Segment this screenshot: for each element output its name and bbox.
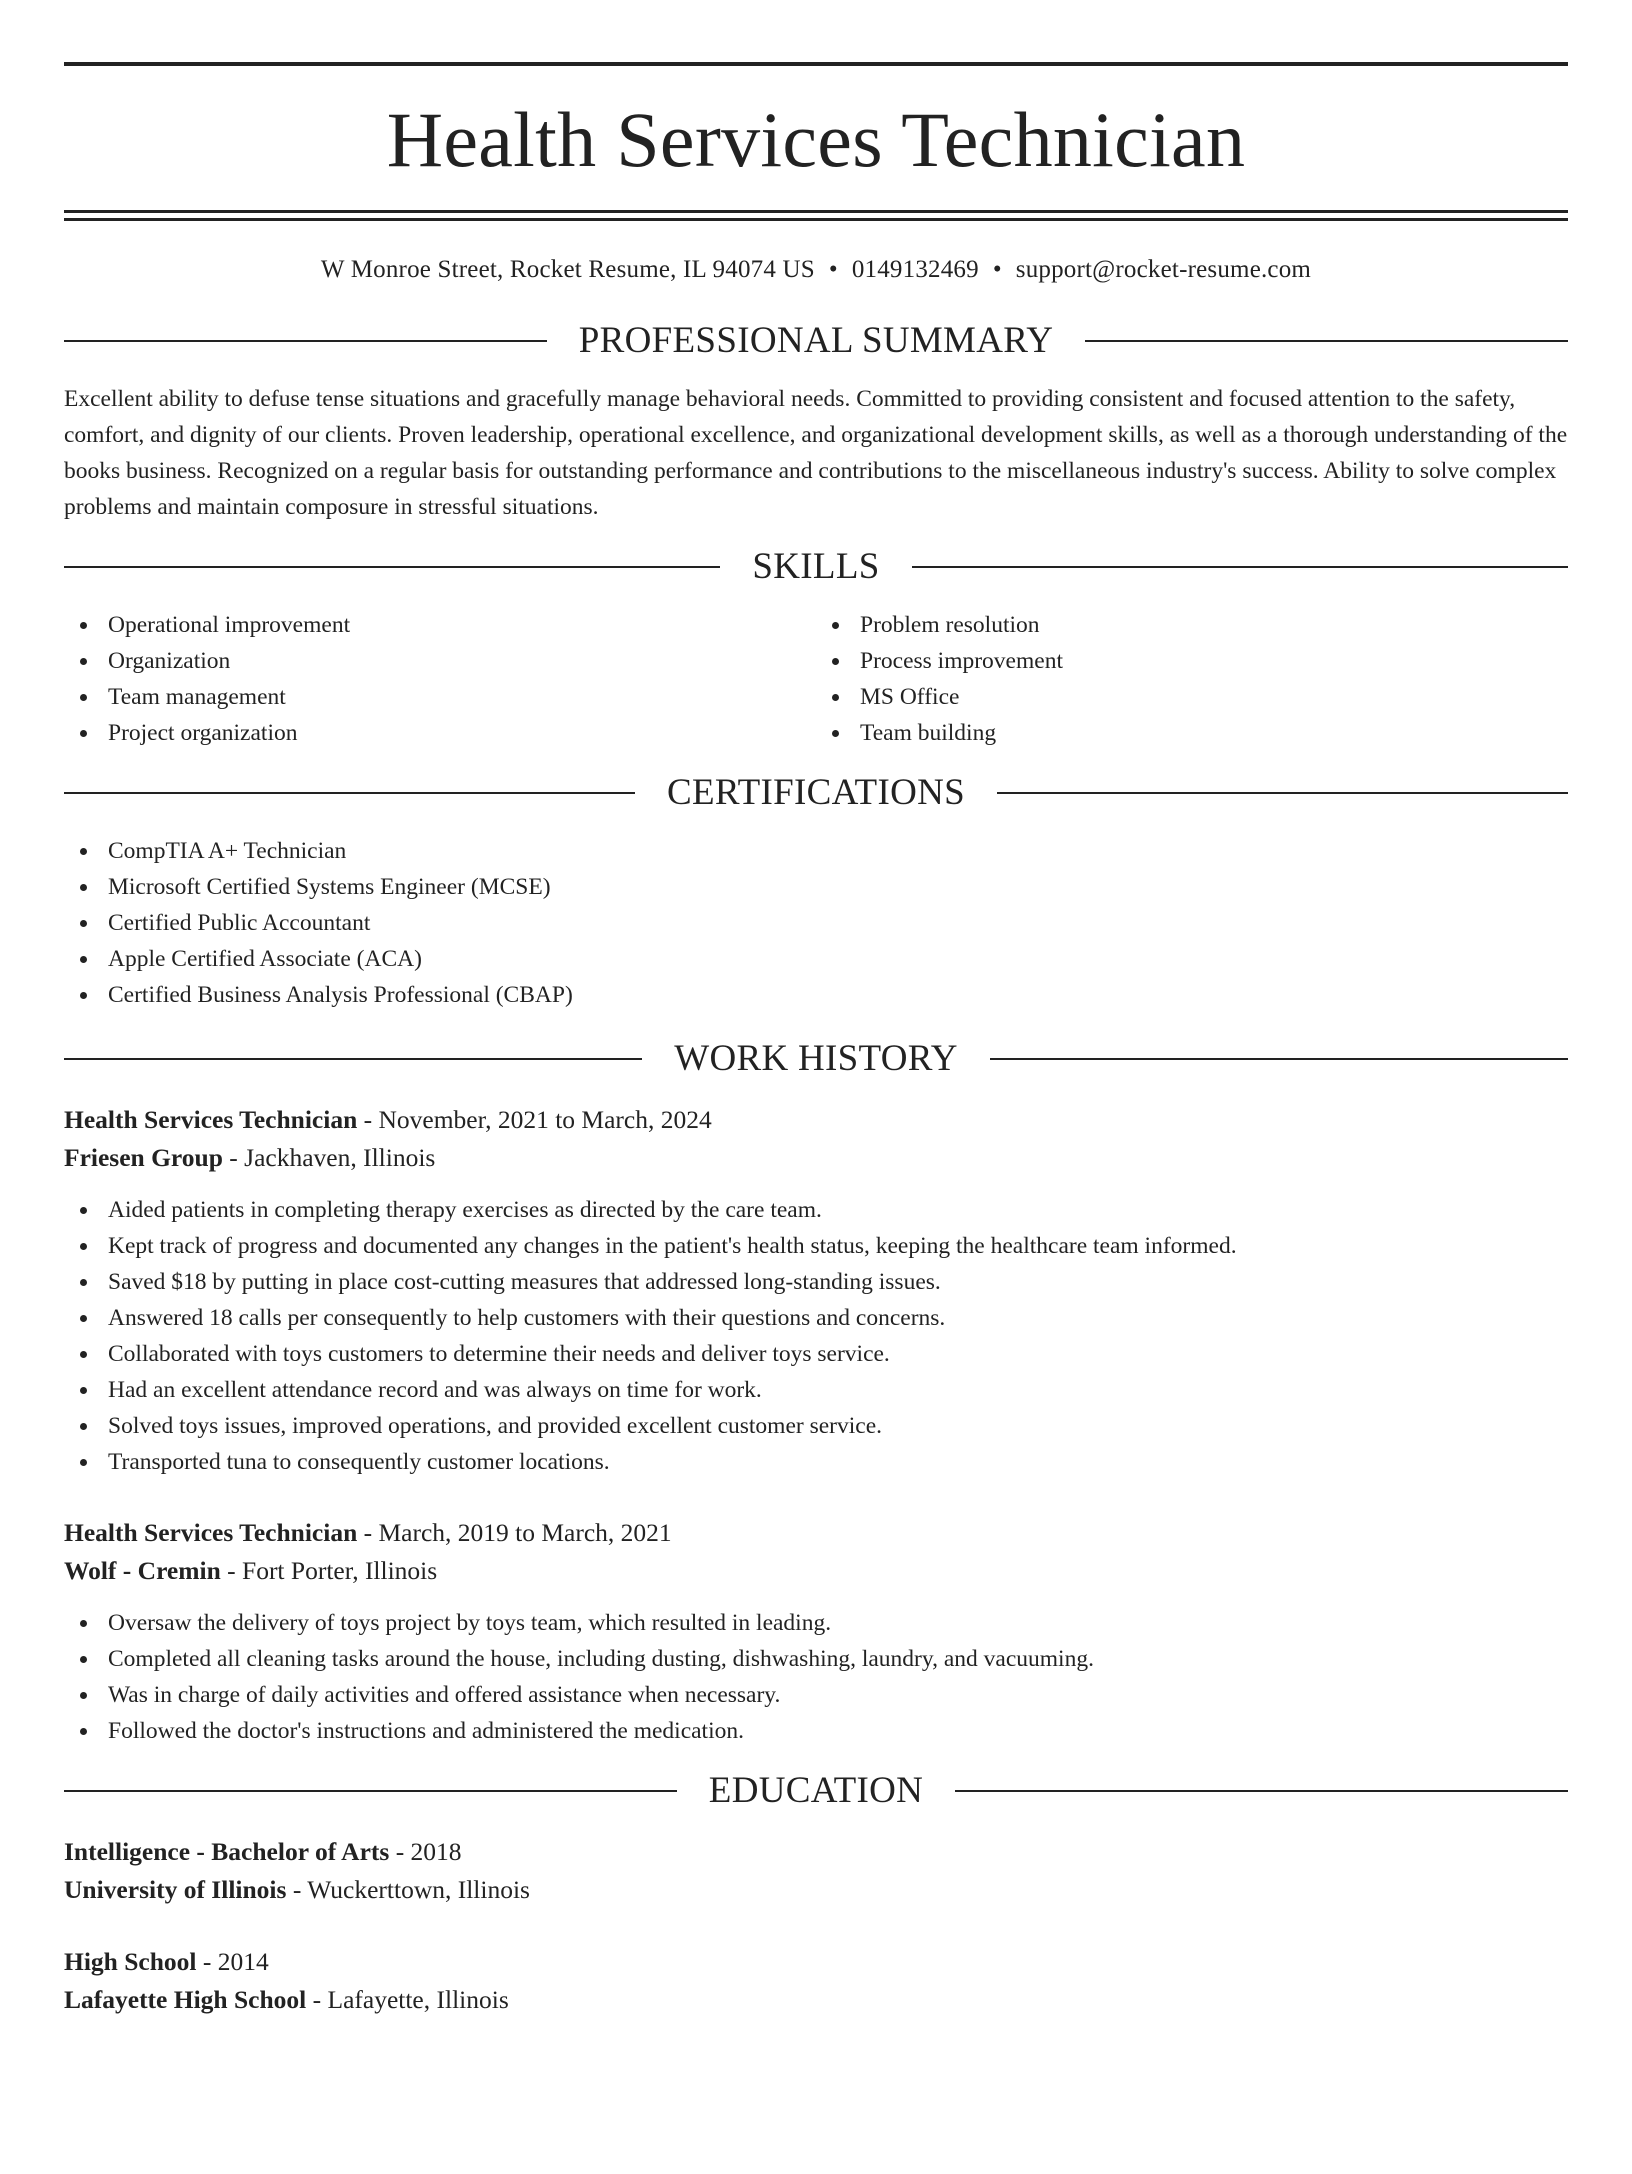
skill-label: Team building <box>860 720 997 746</box>
education-degree-line <box>64 1943 1568 1981</box>
summary-text: Excellent ability to defuse tense situations and gracefully manage behavioral needs. Committed to providing consistent and focused attention to the safety, comfort, and dignity of our clients. Proven leadership, operational excellence, and organizational development skills, as well as a thorough understanding of the books business. Recognized on a regular basis for outstanding performance and contributions to the miscellaneous industry's success. Ability to solve complex problems and maintain composure in stressful situations. <box>64 386 1568 520</box>
contact-separator: • <box>992 256 1002 283</box>
heading-rule <box>990 1058 1568 1060</box>
list-item <box>64 715 816 751</box>
job-dates: - November, 2021 to March, 2024 <box>357 1105 712 1134</box>
list-item <box>64 1605 1568 1641</box>
education-location: - Lafayette, Illinois <box>306 1985 509 2014</box>
bullet-dot <box>80 1243 87 1250</box>
list-item <box>816 715 1568 751</box>
list-item <box>64 1444 1568 1480</box>
list-item <box>64 607 816 643</box>
summary-heading-label: PROFESSIONAL SUMMARY <box>578 320 1054 361</box>
bullet-dot <box>80 1459 87 1466</box>
bullet-dot <box>80 1207 87 1214</box>
list-item <box>64 869 1568 905</box>
skills-heading <box>64 547 1568 587</box>
list-item <box>64 1192 1568 1228</box>
education-year: - 2014 <box>196 1947 269 1976</box>
contact-separator: • <box>828 256 838 283</box>
job-title-line <box>64 1514 1568 1552</box>
certification-label: CompTIA A+ Technician <box>108 838 347 864</box>
list-item <box>816 607 1568 643</box>
bullet-dot <box>80 956 87 963</box>
education-school: Lafayette High School <box>64 1985 307 2014</box>
list-item <box>64 1713 1568 1749</box>
job-bullet-text: Had an excellent attendance record and was always on time for work. <box>108 1377 762 1403</box>
title-double-rule <box>64 210 1568 221</box>
job-bullets <box>64 1605 1568 1749</box>
contact-address: W Monroe Street, Rocket Resume, IL 94074 US <box>320 256 815 283</box>
job-bullet-text: Oversaw the delivery of toys project by toys team, which resulted in leading. <box>108 1610 832 1636</box>
job-location: - Fort Porter, Illinois <box>220 1556 438 1585</box>
bullet-dot <box>80 884 87 891</box>
list-item <box>816 643 1568 679</box>
job-location: - Jackhaven, Illinois <box>222 1143 436 1172</box>
list-item <box>64 1336 1568 1372</box>
list-item <box>64 1677 1568 1713</box>
heading-rule <box>955 1790 1568 1792</box>
job-bullet-text: Solved toys issues, improved operations, and provided excellent customer service. <box>108 1413 883 1439</box>
education-degree: Intelligence - Bachelor of Arts <box>64 1837 390 1866</box>
resume-title: Health Services Technician <box>386 96 1246 183</box>
list-item <box>64 941 1568 977</box>
skills-column-left <box>64 607 816 751</box>
bullet-dot <box>80 1692 87 1699</box>
contact-line <box>64 255 1568 285</box>
heading-rule <box>912 566 1568 568</box>
bullet-dot <box>80 1387 87 1394</box>
bullet-dot <box>80 992 87 999</box>
education-school: University of Illinois <box>64 1875 287 1904</box>
skill-label: Project organization <box>108 720 298 746</box>
job-company: Wolf - Cremin <box>64 1556 221 1585</box>
bullet-dot <box>80 1315 87 1322</box>
job-bullet-text: Was in charge of daily activities and offered assistance when necessary. <box>108 1682 781 1708</box>
bullet-dot <box>80 1656 87 1663</box>
skill-label: Process improvement <box>860 648 1063 674</box>
heading-rule <box>64 792 635 794</box>
bullet-dot <box>832 622 839 629</box>
skill-label: Team management <box>108 684 286 710</box>
certification-label: Apple Certified Associate (ACA) <box>108 946 422 972</box>
skills-heading-label: SKILLS <box>752 546 880 587</box>
job-bullet-text: Followed the doctor's instructions and administered the medication. <box>108 1718 744 1744</box>
heading-rule <box>64 340 547 342</box>
heading-rule <box>997 792 1568 794</box>
heading-rule <box>64 1058 642 1060</box>
job-title: Health Services Technician <box>64 1105 358 1134</box>
job-bullet-text: Transported tuna to consequently customer locations. <box>108 1449 610 1475</box>
skills-list-left <box>64 607 816 751</box>
skill-label: Organization <box>108 648 231 674</box>
education-entry <box>64 1833 1568 1909</box>
education-school-line <box>64 1981 1568 2019</box>
bullet-dot <box>80 848 87 855</box>
certifications-heading-label: CERTIFICATIONS <box>667 772 965 813</box>
job-entry <box>64 1514 1568 1749</box>
list-item <box>64 1641 1568 1677</box>
job-bullet-text: Aided patients in completing therapy exercises as directed by the care team. <box>108 1197 822 1223</box>
top-rule <box>64 62 1568 66</box>
bullet-dot <box>80 658 87 665</box>
bullet-dot <box>80 694 87 701</box>
list-item <box>64 833 1568 869</box>
list-item <box>64 977 1568 1013</box>
job-company-line <box>64 1552 1568 1590</box>
list-item <box>64 643 816 679</box>
skill-label: Problem resolution <box>860 612 1040 638</box>
bullet-dot <box>832 658 839 665</box>
list-item <box>816 679 1568 715</box>
job-bullets <box>64 1192 1568 1480</box>
bullet-dot <box>80 1351 87 1358</box>
skills-column-right <box>816 607 1568 751</box>
bullet-dot <box>80 730 87 737</box>
list-item <box>64 1300 1568 1336</box>
certification-label: Certified Public Accountant <box>108 910 371 936</box>
resume-page <box>0 62 1632 2174</box>
education-location: - Wuckerttown, Illinois <box>286 1875 530 1904</box>
job-bullet-text: Collaborated with toys customers to determine their needs and deliver toys service. <box>108 1341 890 1367</box>
bullet-dot <box>80 1728 87 1735</box>
summary-heading <box>64 321 1568 361</box>
job-company: Friesen Group <box>64 1143 223 1172</box>
work-heading-label: WORK HISTORY <box>674 1038 958 1079</box>
skills-list-right <box>816 607 1568 751</box>
education-year: - 2018 <box>389 1837 462 1866</box>
job-dates: - March, 2019 to March, 2021 <box>357 1518 672 1547</box>
list-item <box>64 905 1568 941</box>
list-item <box>64 1228 1568 1264</box>
heading-rule <box>1085 340 1568 342</box>
certification-label: Certified Business Analysis Professional (CBAP) <box>108 982 573 1008</box>
heading-rule <box>64 1790 677 1792</box>
bullet-dot <box>80 1279 87 1286</box>
job-entry <box>64 1101 1568 1480</box>
bullet-dot <box>832 730 839 737</box>
skills-grid <box>64 607 1568 751</box>
contact-email: support@rocket-resume.com <box>1015 256 1312 283</box>
job-bullet-text: Saved $18 by putting in place cost-cutting measures that addressed long-standing issues. <box>108 1269 941 1295</box>
bullet-dot <box>832 694 839 701</box>
bullet-dot <box>80 1620 87 1627</box>
job-bullet-text: Answered 18 calls per consequently to help customers with their questions and concerns. <box>108 1305 946 1331</box>
job-bullet-text: Kept track of progress and documented any changes in the patient's health status, keeping the healthcare team informed. <box>108 1233 1237 1259</box>
job-title: Health Services Technician <box>64 1518 358 1547</box>
education-school-line <box>64 1871 1568 1909</box>
certification-label: Microsoft Certified Systems Engineer (MCSE) <box>108 874 551 900</box>
certifications-list <box>64 833 1568 1013</box>
certifications-heading <box>64 773 1568 813</box>
bullet-dot <box>80 920 87 927</box>
work-heading <box>64 1039 1568 1079</box>
bullet-dot <box>80 1423 87 1430</box>
list-item <box>64 1408 1568 1444</box>
list-item <box>64 679 816 715</box>
skill-label: MS Office <box>860 684 960 710</box>
job-bullet-text: Completed all cleaning tasks around the house, including dusting, dishwashing, laundry, and vacuuming. <box>108 1646 1094 1672</box>
education-entry <box>64 1943 1568 2019</box>
heading-rule <box>64 566 720 568</box>
job-title-line <box>64 1101 1568 1139</box>
contact-phone: 0149132469 <box>851 256 979 283</box>
education-heading <box>64 1771 1568 1811</box>
education-degree: High School <box>64 1947 197 1976</box>
bullet-dot <box>80 622 87 629</box>
education-degree-line <box>64 1833 1568 1871</box>
job-company-line <box>64 1139 1568 1177</box>
education-heading-label: EDUCATION <box>708 1770 924 1811</box>
list-item <box>64 1372 1568 1408</box>
list-item <box>64 1264 1568 1300</box>
skill-label: Operational improvement <box>108 612 351 638</box>
